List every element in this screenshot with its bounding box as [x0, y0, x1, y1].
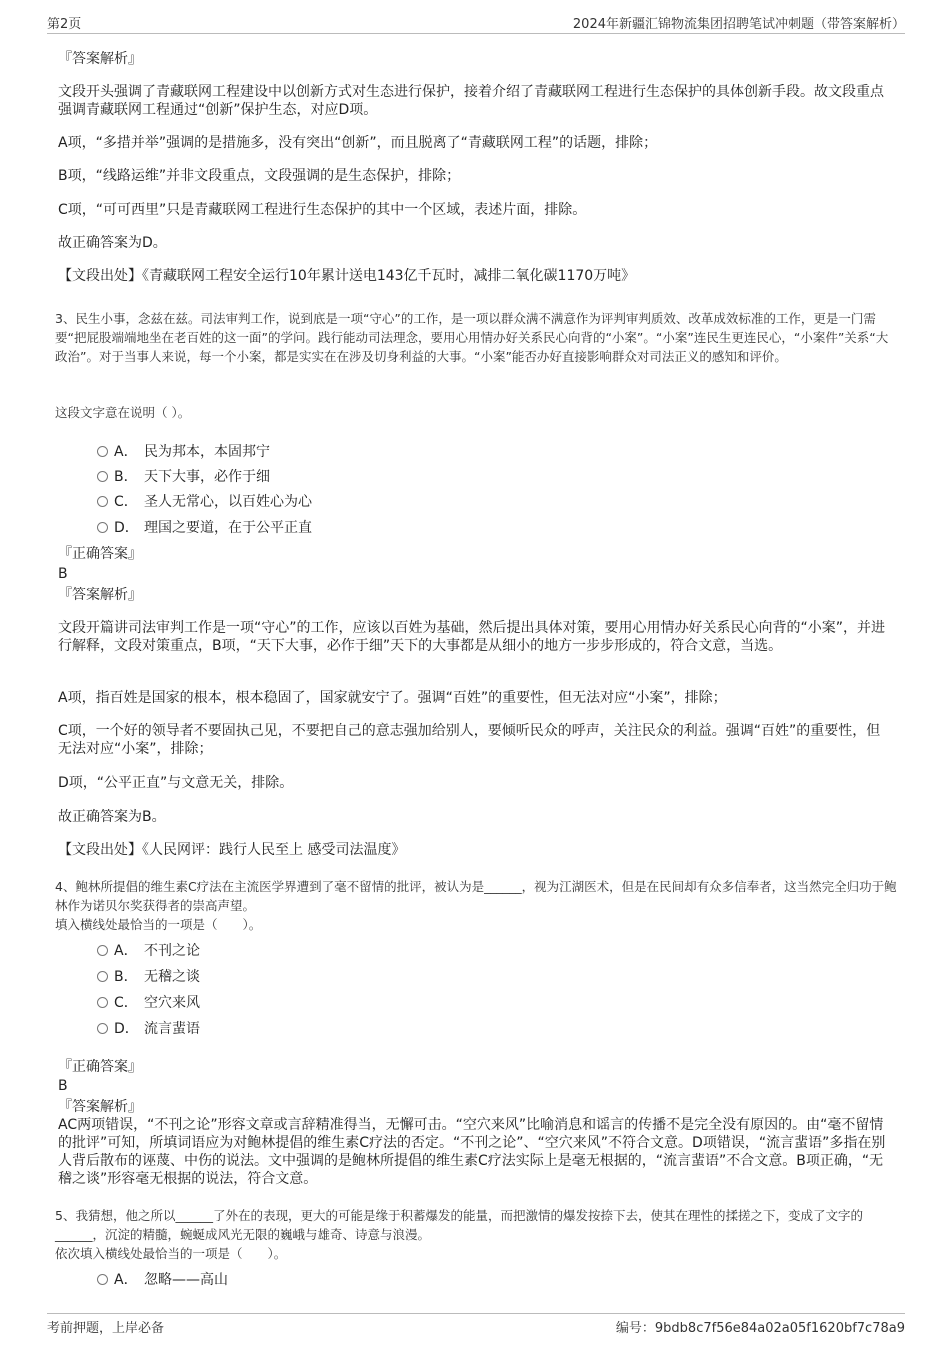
option-a[interactable]: A． 忽略——高山: [97, 1269, 228, 1289]
document-id: 编号：9bdb8c7f56e84a02a05f1620bf7c78a9: [615, 1321, 905, 1336]
analysis-paragraph: C项，一个好的领导者不要固执己见，不要把自己的意志强加给别人，要倾听民众的呼声，关注民众的利益。强调“百姓”的重要性，但无法对应“小案”，排除；: [58, 723, 881, 757]
analysis-paragraph: D项，“公平正直”与文意无关，排除。: [58, 775, 294, 791]
answer-heading: 『正确答案』: [58, 546, 142, 562]
question-stem: 5、我猜想，他之所以______了外在的表现，更大的可能是缘于积蓄爆发的能量，而把激情的爆发按捺下去，使其在理性的揉搓之下，变成了文字的______，沉淀的精髓，蜿蜒成风光无限的巍峨与雄奇、诗意与浪漫。: [55, 1208, 863, 1242]
option-d[interactable]: D． 流言蜚语: [97, 1018, 200, 1038]
radio-icon[interactable]: [97, 522, 108, 533]
analysis-paragraph: A项，指百姓是国家的根本，根本稳固了，国家就安宁了。强调“百姓”的重要性，但无法对应“小案”，排除；: [58, 690, 727, 706]
analysis-paragraph: A项，“多措并举”强调的是措施多，没有突出“创新”，而且脱离了“青藏联网工程”的话题，排除；: [58, 135, 658, 151]
page-number: 第2页: [47, 17, 82, 32]
analysis-heading: 『答案解析』: [58, 51, 142, 67]
analysis-conclusion: 故正确答案为B。: [58, 809, 166, 825]
answer-heading: 『正确答案』: [58, 1059, 142, 1075]
radio-icon[interactable]: [97, 945, 108, 956]
option-a[interactable]: A． 不刊之论: [97, 940, 200, 960]
analysis-heading: 『答案解析』: [58, 1099, 142, 1115]
question-prompt: 依次填入横线处最恰当的一项是（ ）。: [55, 1246, 287, 1261]
page-header: [47, 13, 905, 34]
radio-icon[interactable]: [97, 1274, 108, 1285]
option-b[interactable]: B． 天下大事，必作于细: [97, 466, 270, 486]
radio-icon[interactable]: [97, 971, 108, 982]
option-c[interactable]: C． 圣人无常心，以百姓心为心: [97, 491, 312, 511]
radio-icon[interactable]: [97, 471, 108, 482]
option-b[interactable]: B． 无稽之谈: [97, 966, 200, 986]
analysis-paragraph: 文段开篇讲司法审判工作是一项“守心”的工作，应该以百姓为基础，然后提出具体对策，要用心用情办好关系民心向背的“小案”，并进行解释，文段对策重点，B项，“天下大事，必作于细”天下的大事都是从细小的地方一步步形成的，符合文意，当选。: [58, 620, 886, 654]
analysis-conclusion: 故正确答案为D。: [58, 235, 167, 251]
radio-icon[interactable]: [97, 997, 108, 1008]
question-prompt: 填入横线处最恰当的一项是（ ）。: [55, 917, 262, 932]
radio-icon[interactable]: [97, 496, 108, 507]
correct-answer: B: [58, 1078, 68, 1094]
footer-slogan: 考前押题，上岸必备: [47, 1321, 165, 1336]
analysis-heading: 『答案解析』: [58, 587, 142, 603]
analysis-paragraph: 文段开头强调了青藏联网工程建设中以创新方式对生态进行保护，接着介绍了青藏联网工程进行生态保护的具体创新手段。故文段重点强调青藏联网工程通过“创新”保护生态，对应D项。: [58, 84, 884, 118]
analysis-paragraph: B项，“线路运维”并非文段重点，文段强调的是生态保护，排除；: [58, 168, 461, 184]
option-a[interactable]: A． 民为邦本，本固邦宁: [97, 441, 270, 461]
question-stem: 3、民生小事，念兹在兹。司法审判工作，说到底是一项“守心”的工作，是一项以群众满不满意作为评判审判质效、改革成效标准的工作，更是一门需要“把屁股端端地坐在老百姓的这一面”的学问。践行能动司法理念，要用心用情办好关系民心向背的“小案”。“小案”连民生更连民心，“小案件”关系“大政治”。对于当事人来说，每一个小案，都是实实在在涉及切身利益的大事。“小案”能否办好直接影响群众对司法正义的感知和评价。: [55, 311, 889, 364]
page-footer: [47, 1313, 905, 1336]
question-prompt: 这段文字意在说明（ ）。: [55, 405, 191, 420]
radio-icon[interactable]: [97, 1023, 108, 1034]
analysis-paragraph: C项，“可可西里”只是青藏联网工程进行生态保护的其中一个区域，表述片面，排除。: [58, 202, 587, 218]
source-citation: 【文段出处】《青藏联网工程安全运行10年累计送电143亿千瓦时，减排二氧化碳1170万吨》: [58, 268, 636, 284]
question-stem: 4、鲍林所提倡的维生素C疗法在主流医学界遭到了毫不留情的批评，被认为是______，视为江湖医术，但是在民间却有众多信奉者，这当然完全归功于鲍林作为诺贝尔奖获得者的崇高声望。: [55, 879, 897, 913]
source-citation: 【文段出处】《人民网评：践行人民至上 感受司法温度》: [58, 842, 406, 858]
document-title: 2024年新疆汇锦物流集团招聘笔试冲刺题（带答案解析）: [572, 17, 905, 32]
option-d[interactable]: D． 理国之要道，在于公平正直: [97, 517, 312, 537]
option-c[interactable]: C． 空穴来风: [97, 992, 200, 1012]
correct-answer: B: [58, 566, 68, 582]
analysis-paragraph: AC两项错误，“不刊之论”形容文章或言辞精准得当，无懈可击。“空穴来风”比喻消息和谣言的传播不是完全没有原因的。由“毫不留情的批评”可知，所填词语应为对鲍林提倡的维生素C疗法的否定。“不刊之论”、“空穴来风”不符合文意。D项错误，“流言蜚语”多指在别人背后散布的诬蔑、中伤的说法。文中强调的是鲍林所提倡的维生素C疗法实际上是毫无根据的，“流言蜚语”不合文意。B项正确，“无稽之谈”形容毫无根据的说法，符合文意。: [58, 1117, 886, 1187]
radio-icon[interactable]: [97, 446, 108, 457]
